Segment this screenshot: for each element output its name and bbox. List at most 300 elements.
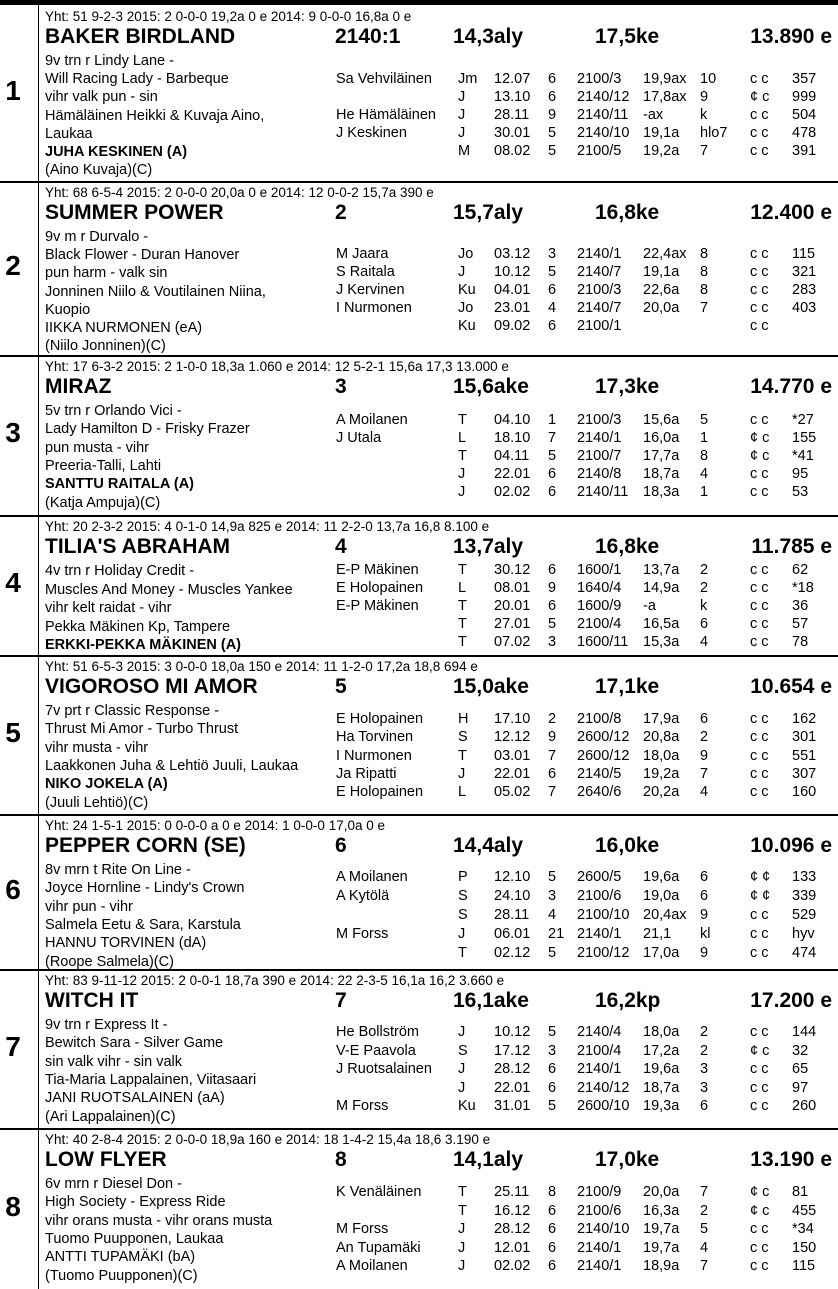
race-driver: A Kytölä	[336, 888, 390, 904]
race-date: 12.07	[494, 71, 531, 87]
number-column-rule	[38, 181, 39, 355]
race-driver: M Forss	[336, 1098, 389, 1114]
race-time: 15,3a	[643, 634, 680, 650]
race-dist: 2140/10	[577, 125, 630, 141]
race-track: J	[458, 466, 466, 482]
race-pos: 6	[548, 1258, 557, 1274]
total-earnings: 13.190 e	[750, 1148, 832, 1171]
race-dist: 2140/1	[577, 246, 622, 262]
race-dist: 2600/12	[577, 729, 630, 746]
race-driver: A Moilanen	[336, 869, 408, 885]
record-auto: 14,4aly	[453, 834, 524, 857]
start-number: 1	[5, 75, 21, 106]
race-time: 17,0a	[643, 945, 680, 961]
race-track: T	[458, 634, 467, 650]
horse-info-line: 9v trn r Express It -	[45, 1017, 168, 1033]
race-track: J	[458, 484, 466, 500]
horse-info-line: ANTTI TUPAMÄKI (bA)	[45, 1249, 196, 1266]
race-track: L	[458, 580, 467, 596]
race-track: M	[458, 143, 471, 159]
race-time: 19,6a	[643, 1061, 680, 1077]
race-odds: k	[700, 107, 708, 123]
race-driver: J Keskinen	[336, 125, 407, 141]
race-prize: 160	[792, 784, 817, 801]
horse-info-line: Tia-Maria Lappalainen, Viitasaari	[45, 1071, 257, 1088]
race-date: 04.01	[494, 282, 531, 298]
race-dist: 2140/7	[577, 300, 622, 316]
race-prize: 474	[792, 945, 817, 961]
post-position: 5	[335, 675, 347, 698]
horse-info-line: Kuopio	[45, 301, 91, 318]
horse-info-line: Pekka Mäkinen Kp, Tampere	[45, 618, 231, 635]
total-earnings: 11.785 e	[751, 535, 832, 558]
race-prize: *41	[792, 448, 814, 464]
race-dist: 1640/4	[577, 580, 622, 596]
race-odds: 2	[700, 1202, 709, 1219]
horse-entry	[0, 5, 838, 181]
race-dist: 2100/6	[577, 1202, 622, 1219]
race-odds: kl	[700, 926, 711, 942]
race-dist: 2100/3	[577, 412, 622, 428]
race-odds: 3	[700, 1079, 709, 1096]
race-prize: 81	[792, 1184, 809, 1200]
race-shoes: c c	[750, 71, 769, 87]
entry-divider	[0, 181, 838, 183]
race-shoes: c c	[750, 945, 769, 961]
race-driver: J Ruotsalainen	[336, 1061, 432, 1077]
horse-info-line: 6v mrn r Diesel Don -	[45, 1176, 182, 1192]
race-prize: 78	[792, 634, 809, 650]
race-driver: I Nurmonen	[336, 747, 412, 764]
race-shoes: c c	[750, 484, 769, 500]
entry-divider	[0, 1128, 838, 1130]
race-date: 07.02	[494, 634, 531, 650]
race-time: 18,9a	[643, 1258, 680, 1274]
horse-info-line: vihr musta - vihr	[45, 739, 149, 756]
entry-divider	[0, 969, 838, 971]
race-track: S	[458, 1042, 468, 1059]
race-odds: 1	[700, 430, 709, 446]
record-volt: 16,2kp	[595, 989, 661, 1012]
race-shoes: c c	[750, 1239, 769, 1256]
race-odds: 8	[700, 282, 709, 298]
race-track: T	[458, 945, 467, 961]
race-pos: 6	[548, 598, 557, 614]
race-shoes: ¢ c	[750, 448, 770, 464]
horse-name: WITCH IT	[45, 989, 139, 1012]
race-shoes: ¢ c	[750, 89, 770, 105]
horse-info-line: 5v trn r Orlando Vici -	[45, 403, 182, 419]
race-shoes: ¢ c	[750, 1202, 770, 1219]
total-earnings: 10.096 e	[750, 834, 832, 857]
race-pos: 21	[548, 926, 565, 942]
race-date: 06.01	[494, 926, 531, 942]
career-stats-line: Yht: 83 9-11-12 2015: 2 0-0-1 18,7a 390 e 2014: 22 2-3-5 16,1a 16,2 3.660 e	[45, 973, 505, 988]
race-date: 28.11	[494, 907, 530, 923]
race-dist: 1600/11	[577, 634, 629, 650]
race-prize: 551	[792, 747, 817, 764]
race-shoes: c c	[750, 747, 769, 764]
horse-entry	[0, 181, 838, 355]
horse-info-line: Will Racing Lady - Barbeque	[45, 71, 229, 88]
race-prize: 144	[792, 1024, 817, 1040]
entry-divider	[0, 515, 838, 517]
start-number: 7	[5, 1030, 21, 1062]
race-shoes: c c	[750, 282, 769, 298]
race-track: S	[458, 729, 468, 746]
horse-info-line: High Society - Express Ride	[45, 1194, 226, 1211]
race-time: 19,3a	[643, 1098, 680, 1114]
race-dist: 2140/7	[577, 264, 622, 280]
race-odds: k	[700, 598, 708, 614]
race-shoes: c c	[750, 634, 769, 650]
start-number: 8	[5, 1190, 21, 1222]
horse-info-line: Tuomo Puupponen, Laukaa	[45, 1230, 224, 1247]
race-track: S	[458, 888, 468, 904]
start-number: 6	[5, 873, 21, 905]
race-odds: 8	[700, 448, 709, 464]
horse-info-line: Joyce Hornline - Lindy's Crown	[45, 880, 245, 897]
race-driver: Sa Vehviläinen	[336, 71, 432, 87]
race-shoes: c c	[750, 1024, 769, 1040]
total-earnings: 12.400 e	[750, 201, 832, 224]
race-prize: 307	[792, 765, 817, 782]
race-date: 08.02	[494, 143, 531, 159]
race-shoes: c c	[750, 598, 769, 614]
race-dist: 2140/1	[577, 1258, 622, 1274]
horse-name: PEPPER CORN (SE)	[45, 834, 246, 857]
race-driver: Ha Torvinen	[336, 729, 414, 746]
race-date: 31.01	[494, 1098, 531, 1114]
horse-info-line: (Ari Lappalainen)(C)	[45, 1108, 176, 1125]
race-prize: 529	[792, 907, 817, 923]
race-pos: 5	[548, 869, 557, 885]
race-odds: 7	[700, 300, 709, 316]
driver-name: JUHA KESKINEN (A)	[45, 144, 188, 160]
race-date: 17.12	[494, 1042, 531, 1059]
horse-info-line: (Aino Kuvaja)(C)	[45, 162, 153, 179]
race-odds: hlo7	[700, 125, 728, 141]
race-dist: 2100/10	[577, 907, 630, 923]
race-prize: 95	[792, 466, 809, 482]
race-time: 18,7a	[643, 466, 680, 482]
entry-divider	[0, 655, 838, 657]
race-track: Ku	[458, 318, 476, 334]
race-date: 16.12	[494, 1202, 531, 1219]
race-shoes: c c	[750, 264, 769, 280]
horse-info-line: Salmela Eetu & Sara, Karstula	[45, 916, 241, 933]
race-date: 10.12	[494, 264, 531, 280]
race-dist: 2600/5	[577, 869, 622, 885]
race-odds: 4	[700, 1239, 709, 1256]
horse-entry	[0, 814, 838, 969]
race-pos: 3	[548, 1042, 557, 1059]
horse-info-line: 9v m r Durvalo -	[45, 229, 149, 245]
race-date: 18.10	[494, 430, 531, 446]
horse-info-line: Black Flower - Duran Hanover	[45, 247, 240, 264]
race-driver: S Raitala	[336, 264, 395, 280]
race-time: 19,9ax	[643, 71, 687, 87]
race-prize: 155	[792, 430, 817, 446]
race-pos: 9	[548, 107, 557, 123]
race-track: J	[458, 89, 466, 105]
race-driver: K Venäläinen	[336, 1184, 422, 1200]
race-pos: 5	[548, 616, 557, 632]
driver-name: ERKKI-PEKKA MÄKINEN (A)	[45, 637, 242, 653]
race-track: Ku	[458, 1098, 476, 1114]
race-odds: 6	[700, 616, 709, 632]
race-date: 02.12	[494, 945, 531, 961]
race-pos: 3	[548, 246, 557, 262]
race-date: 12.10	[494, 869, 531, 885]
race-time: 20,8a	[643, 729, 680, 746]
race-track: T	[458, 616, 467, 632]
race-time: 19,6a	[643, 869, 680, 885]
race-track: T	[458, 598, 467, 614]
race-shoes: c c	[750, 1258, 769, 1274]
race-time: 16,5a	[643, 616, 680, 632]
race-dist: 1600/1	[577, 562, 622, 578]
race-time: -a	[643, 598, 656, 614]
race-time: 15,6a	[643, 412, 680, 428]
race-dist: 2100/4	[577, 616, 622, 632]
race-shoes: c c	[750, 1079, 769, 1096]
number-column-rule	[38, 5, 39, 181]
horse-info-line: Laakkonen Juha & Lehtiö Juuli, Laukaa	[45, 757, 299, 774]
race-time: 17,2a	[643, 1042, 680, 1059]
post-position: 4	[335, 535, 347, 558]
race-driver: E Holopainen	[336, 580, 424, 596]
race-pos: 9	[548, 729, 557, 746]
career-stats-line: Yht: 51 6-5-3 2015: 3 0-0-0 18,0a 150 e 2014: 11 1-2-0 17,2a 18,8 694 e	[45, 659, 478, 674]
record-auto: 15,0ake	[453, 675, 529, 698]
race-time: 16,3a	[643, 1202, 680, 1219]
race-driver: M Forss	[336, 926, 389, 942]
post-position: 2	[335, 201, 347, 224]
race-shoes: c c	[750, 1098, 769, 1114]
race-pos: 7	[548, 430, 557, 446]
race-driver: An Tupamäki	[336, 1239, 421, 1256]
race-pos: 6	[548, 562, 557, 578]
post-position: 2140:1	[335, 25, 401, 48]
race-driver: A Moilanen	[336, 412, 408, 428]
race-odds: 2	[700, 1024, 709, 1040]
horse-info-line: Thrust Mi Amor - Turbo Thrust	[45, 721, 239, 738]
race-prize: 455	[792, 1202, 817, 1219]
race-dist: 2100/1	[577, 318, 622, 334]
race-time: 19,1a	[643, 264, 680, 280]
race-odds: 9	[700, 89, 709, 105]
race-date: 12.01	[494, 1239, 531, 1256]
race-driver: J Kervinen	[336, 282, 405, 298]
race-shoes: c c	[750, 1221, 769, 1237]
horse-info-line: pun harm - valk sin	[45, 265, 168, 282]
race-prize: 62	[792, 562, 809, 578]
race-track: T	[458, 747, 467, 764]
race-shoes: c c	[750, 765, 769, 782]
race-date: 09.02	[494, 318, 531, 334]
race-pos: 5	[548, 125, 557, 141]
career-stats-line: Yht: 24 1-5-1 2015: 0 0-0-0 a 0 e 2014: 1 0-0-0 17,0a 0 e	[45, 818, 385, 833]
race-shoes: c c	[750, 711, 769, 727]
race-prize: 115	[792, 246, 816, 262]
race-track: J	[458, 1239, 466, 1256]
horse-info-line: 8v mrn t Rite On Line -	[45, 862, 191, 878]
horse-entry	[0, 515, 838, 655]
race-track: Jm	[458, 71, 478, 87]
race-date: 28.12	[494, 1221, 531, 1237]
race-pos: 6	[548, 282, 557, 298]
race-shoes: ¢ ¢	[750, 888, 771, 904]
race-odds: 6	[700, 869, 709, 885]
race-shoes: c c	[750, 125, 769, 141]
start-number: 4	[5, 567, 21, 598]
horse-info-line: (Juuli Lehtiö)(C)	[45, 794, 149, 811]
race-prize: 260	[792, 1098, 817, 1114]
race-time: 14,9a	[643, 580, 680, 596]
race-odds: 3	[700, 1061, 709, 1077]
race-date: 08.01	[494, 580, 531, 596]
race-pos: 6	[548, 466, 557, 482]
race-odds: 9	[700, 747, 709, 764]
horse-name: SUMMER POWER	[45, 201, 224, 224]
total-earnings: 10.654 e	[750, 675, 832, 698]
race-dist: 2140/8	[577, 466, 622, 482]
record-auto: 14,3aly	[453, 25, 524, 48]
race-track: T	[458, 412, 467, 428]
entry-divider	[0, 355, 838, 357]
race-track: J	[458, 1079, 466, 1096]
race-time: 20,0a	[643, 1184, 680, 1200]
horse-name: MIRAZ	[45, 375, 112, 398]
driver-name: NIKO JOKELA (A)	[45, 776, 168, 793]
race-pos: 6	[548, 484, 557, 500]
race-pos: 5	[548, 1098, 557, 1114]
record-auto: 13,7aly	[453, 535, 524, 558]
race-shoes: c c	[750, 926, 769, 942]
race-track: T	[458, 1202, 467, 1219]
race-date: 24.10	[494, 888, 531, 904]
horse-info-line: (Roope Salmela)(C)	[45, 953, 174, 969]
race-driver: E-P Mäkinen	[336, 562, 419, 578]
race-odds: 7	[700, 143, 709, 159]
race-dist: 2140/12	[577, 89, 630, 105]
race-track: J	[458, 1061, 466, 1077]
horse-name: LOW FLYER	[45, 1148, 167, 1171]
race-shoes: c c	[750, 412, 769, 428]
race-dist: 2600/10	[577, 1098, 630, 1114]
race-pos: 5	[548, 143, 557, 159]
race-dist: 2140/12	[577, 1079, 630, 1096]
race-prize: 32	[792, 1042, 809, 1059]
horse-info-line: (Niilo Jonninen)(C)	[45, 338, 166, 355]
race-dist: 2140/11	[577, 107, 629, 123]
race-pos: 9	[548, 580, 557, 596]
horse-info-line: Laukaa	[45, 125, 93, 142]
race-shoes: c c	[750, 318, 769, 334]
race-date: 13.10	[494, 89, 531, 105]
horse-info-line: vihr pun - vihr	[45, 898, 133, 915]
race-dist: 2600/12	[577, 747, 630, 764]
race-driver: I Nurmonen	[336, 300, 412, 316]
race-prize: 97	[792, 1079, 809, 1096]
race-track: Ku	[458, 282, 476, 298]
race-time: 21,1	[643, 926, 672, 942]
race-driver: He Bollström	[336, 1024, 419, 1040]
race-date: 02.02	[494, 1258, 531, 1274]
race-prize: 162	[792, 711, 817, 727]
race-prize: hyv	[792, 926, 815, 942]
race-prize: 65	[792, 1061, 809, 1077]
horse-info-line: sin valk vihr - sin valk	[45, 1053, 182, 1070]
career-stats-line: Yht: 17 6-3-2 2015: 2 1-0-0 18,3a 1.060 e 2014: 12 5-2-1 15,6a 17,3 13.000 e	[45, 359, 509, 374]
horse-info-line: pun musta - vihr	[45, 439, 149, 456]
race-pos: 4	[548, 907, 557, 923]
race-date: 03.12	[494, 246, 531, 262]
race-prize: *34	[792, 1221, 814, 1237]
race-odds: 2	[700, 580, 709, 596]
race-time: -ax	[643, 107, 664, 123]
record-auto: 16,1ake	[453, 989, 529, 1012]
horse-info-line: (Tuomo Puupponen)(C)	[45, 1267, 198, 1284]
race-track: S	[458, 907, 468, 923]
entry-divider	[0, 814, 838, 816]
race-date: 17.10	[494, 711, 531, 727]
race-date: 27.01	[494, 616, 531, 632]
race-time: 18,0a	[643, 1024, 680, 1040]
race-driver: Ja Ripatti	[336, 765, 397, 782]
race-track: Jo	[458, 300, 474, 316]
horse-info-line: 4v trn r Holiday Credit -	[45, 563, 195, 579]
race-track: J	[458, 1221, 466, 1237]
number-column-rule	[38, 355, 39, 515]
race-pos: 5	[548, 264, 557, 280]
horse-name: VIGOROSO MI AMOR	[45, 675, 258, 698]
race-date: 28.12	[494, 1061, 531, 1077]
race-shoes: c c	[750, 580, 769, 596]
race-odds: 4	[700, 466, 709, 482]
horse-info-line: vihr valk pun - sin	[45, 89, 158, 106]
record-volt: 16,0ke	[595, 834, 660, 857]
race-time: 16,0a	[643, 430, 680, 446]
race-dist: 2100/5	[577, 143, 622, 159]
record-volt: 16,8ke	[595, 201, 660, 224]
record-volt: 17,1ke	[595, 675, 660, 698]
race-time: 20,2a	[643, 784, 680, 801]
horse-entry	[0, 969, 838, 1128]
race-odds: 2	[700, 562, 709, 578]
race-pos: 1	[548, 412, 557, 428]
race-odds: 7	[700, 1258, 709, 1274]
race-dist: 2100/9	[577, 1184, 622, 1200]
start-number: 5	[5, 716, 21, 748]
race-dist: 2140/11	[577, 484, 629, 500]
race-pos: 6	[548, 1079, 557, 1096]
race-odds: 6	[700, 1098, 709, 1114]
race-track: L	[458, 784, 467, 801]
race-track: T	[458, 448, 467, 464]
race-dist: 2100/3	[577, 71, 622, 87]
number-column-rule	[38, 969, 39, 1128]
race-odds: 4	[700, 784, 709, 801]
race-odds: 9	[700, 945, 709, 961]
race-time: 19,7a	[643, 1239, 680, 1256]
race-odds: 6	[700, 711, 709, 727]
race-pos: 2	[548, 711, 557, 727]
race-driver: J Utala	[336, 430, 382, 446]
race-track: J	[458, 926, 466, 942]
race-prize: *18	[792, 580, 814, 596]
